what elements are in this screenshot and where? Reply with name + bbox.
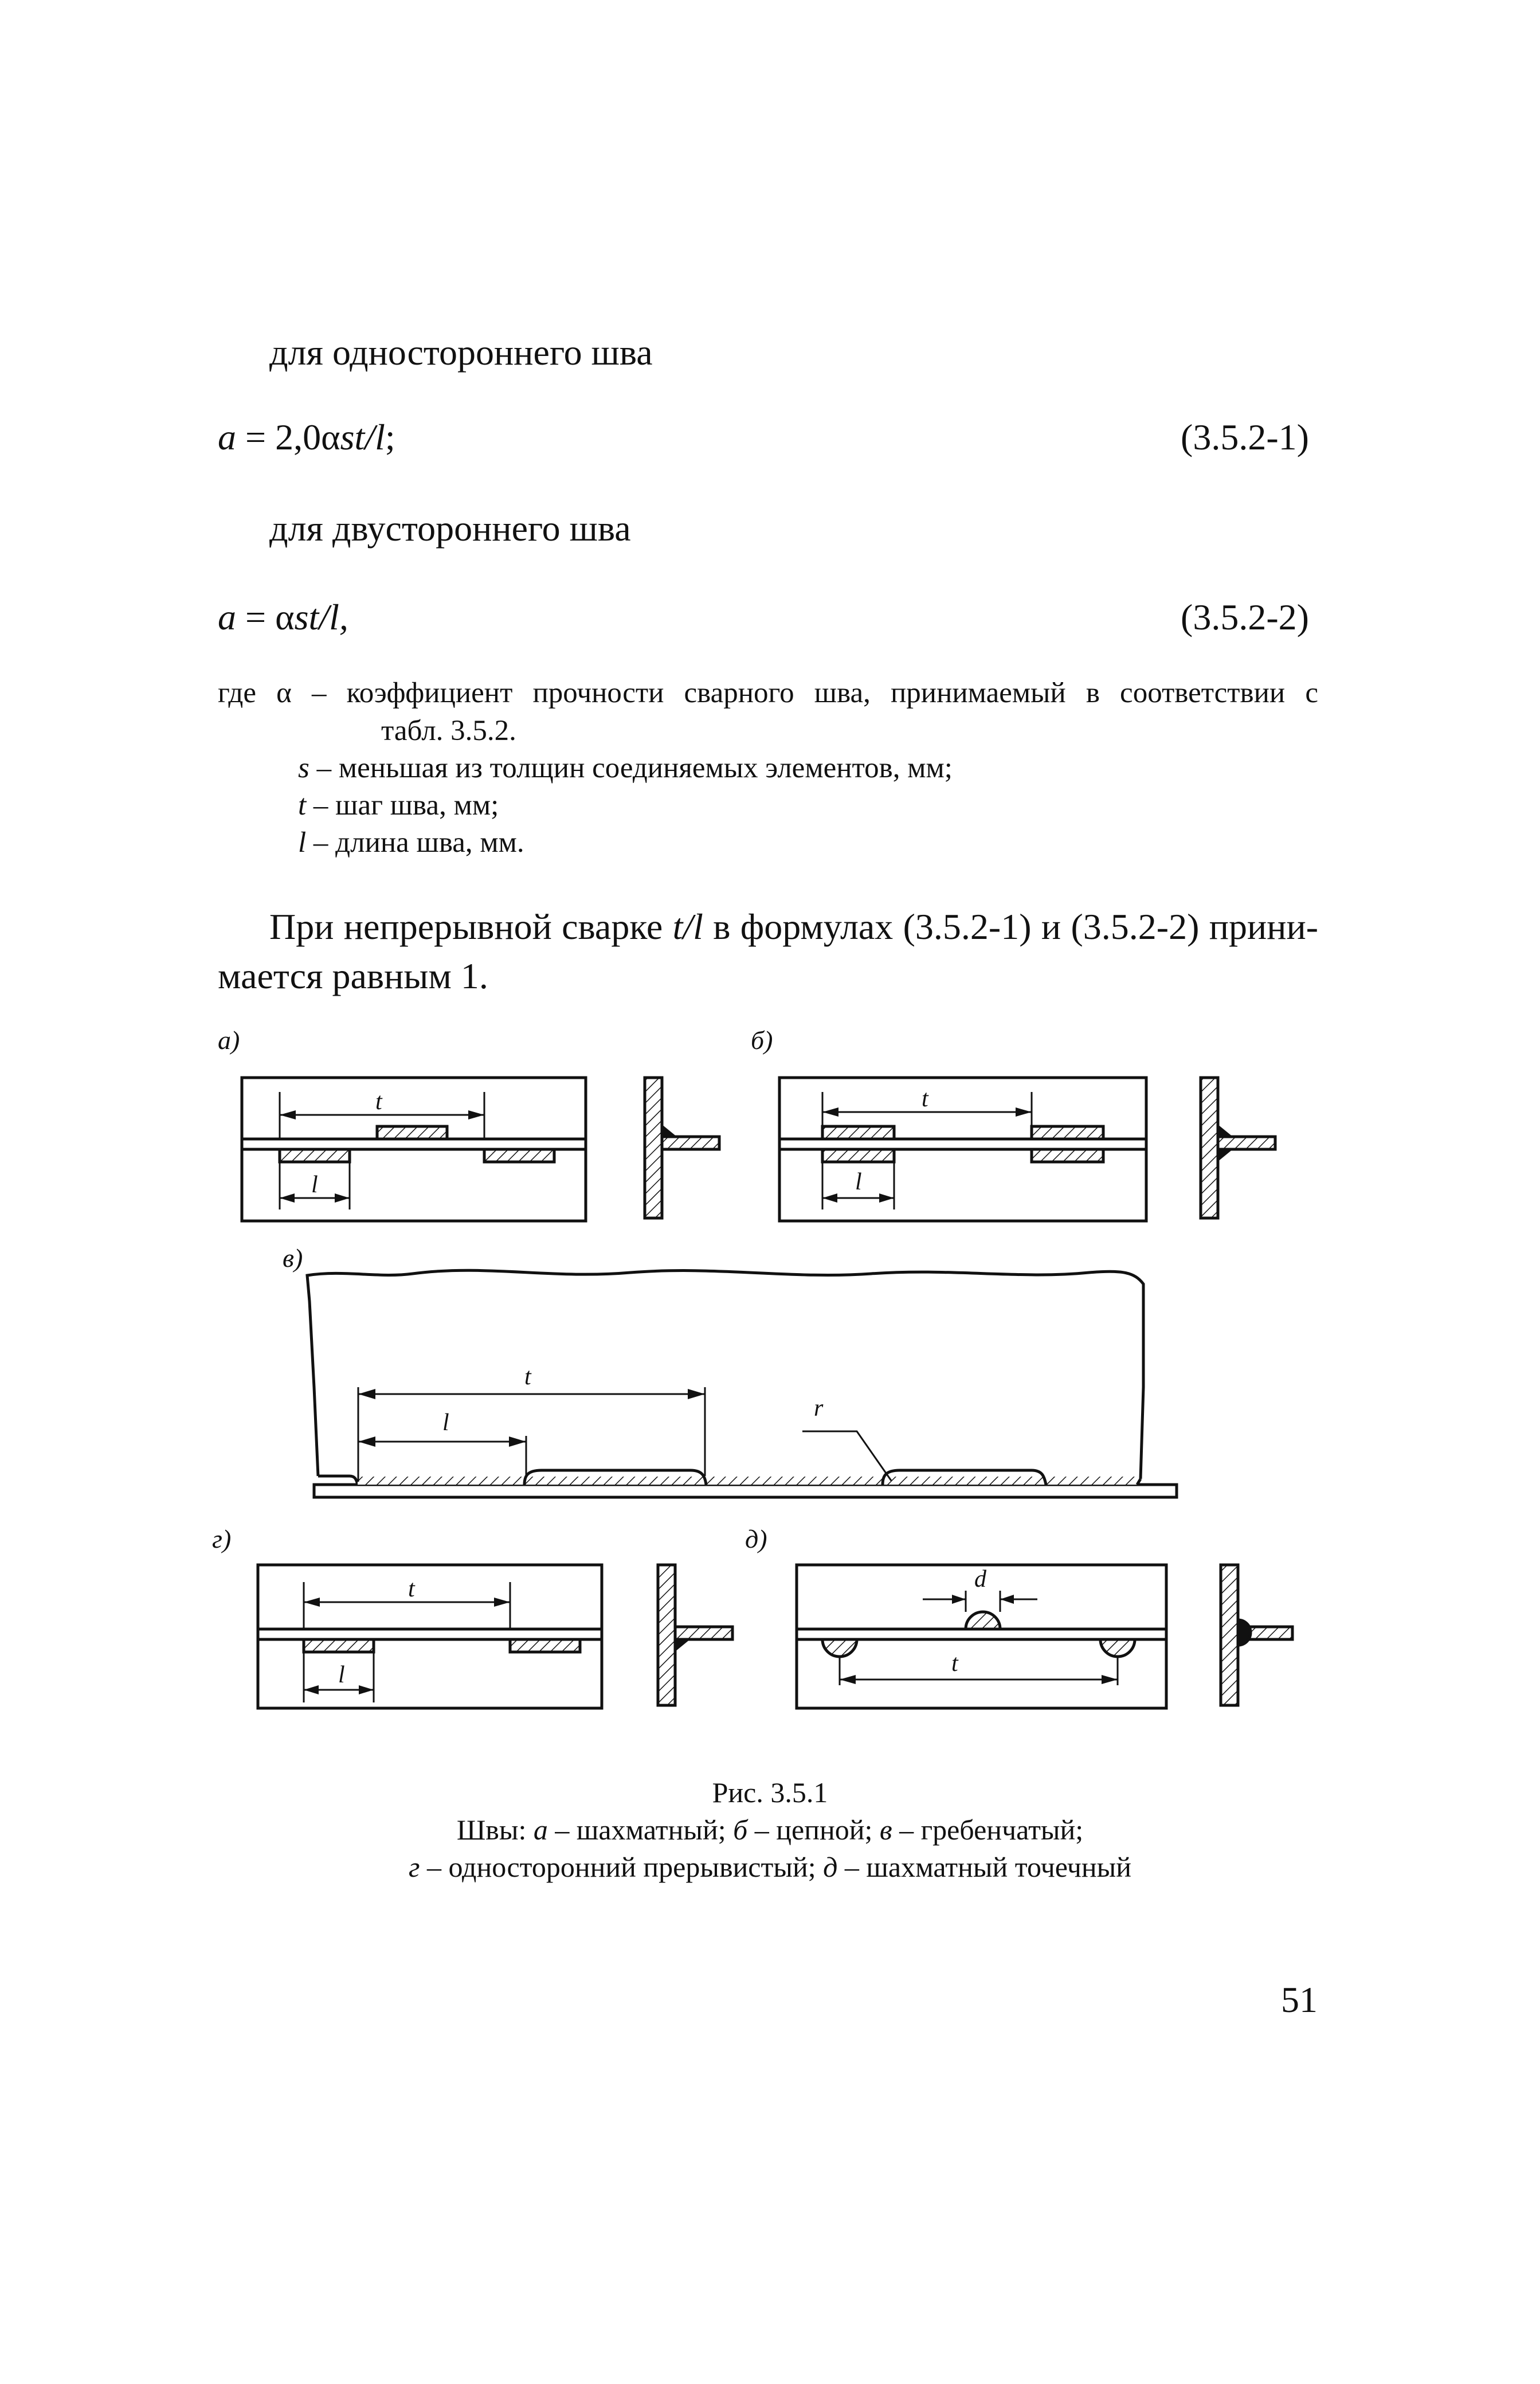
v-base-plate xyxy=(314,1485,1177,1497)
g-weld-2 xyxy=(510,1639,580,1652)
b-section-weld-bottom xyxy=(1218,1149,1231,1160)
g-section-weld xyxy=(675,1639,688,1650)
b-weld-bottom-1 xyxy=(822,1149,894,1162)
b-weld-bottom-2 xyxy=(1032,1149,1103,1162)
where-l: l – длина шва, мм. xyxy=(298,827,524,859)
a-weld-top xyxy=(377,1126,447,1139)
figure-title: Рис. 3.5.1 xyxy=(712,1776,828,1808)
caption-line-1: Швы: а – шахматный; б – цепной; в – гребенчатый; xyxy=(456,1814,1084,1846)
where-line-1b: табл. 3.5.2. xyxy=(381,715,516,747)
a-section-weld xyxy=(662,1126,675,1137)
where-s: s – меньшая из толщин соединяемых элементов, мм; xyxy=(298,752,953,784)
b-section-flange xyxy=(1218,1137,1275,1149)
v-weld-hatch xyxy=(358,1477,1137,1485)
equation-2-number: (3.5.2-2) xyxy=(1181,597,1309,637)
v-plate-outline xyxy=(307,1270,1143,1479)
g-dim-l: l xyxy=(338,1662,345,1688)
caption-line-2: г – односторонний прерывистый; д – шахматный точечный xyxy=(408,1851,1132,1883)
a-dim-t: t xyxy=(375,1089,382,1115)
a-weld-bottom-2 xyxy=(484,1149,554,1162)
b-section-wall xyxy=(1201,1078,1218,1218)
g-section-flange xyxy=(675,1627,732,1639)
two-sided-label: для двустороннего шва xyxy=(269,508,631,549)
a-section-wall xyxy=(645,1078,662,1218)
where-line-1: где α – коэффициент прочности сварного шва, принимаемый в соответствии с xyxy=(218,677,1318,709)
g-dim-t: t xyxy=(408,1576,415,1602)
equation-1-number: (3.5.2-1) xyxy=(1181,417,1309,457)
equation-2: a = αst/l, xyxy=(218,597,348,637)
d-dim-t: t xyxy=(951,1650,958,1677)
label-v: в) xyxy=(283,1243,303,1273)
where-t: t – шаг шва, мм; xyxy=(298,789,499,821)
d-spot-bottom-2 xyxy=(1100,1639,1135,1657)
continuous-welding-line-2: мается равным 1. xyxy=(218,956,488,996)
equation-1: a = 2,0αst/l; xyxy=(218,417,395,457)
label-a: а) xyxy=(218,1025,240,1055)
a-weld-bottom-1 xyxy=(280,1149,350,1162)
d-spot-top xyxy=(966,1612,1000,1629)
a-dim-l: l xyxy=(311,1172,318,1198)
b-dim-t: t xyxy=(922,1086,928,1112)
v-dim-r: r xyxy=(814,1395,824,1422)
page-number: 51 xyxy=(1281,1979,1318,2020)
continuous-welding-line-1: При непрерывной сварке t/l в формулах (3.5.2-1) и (3.5.2-2) прини- xyxy=(269,906,1319,947)
v-dim-l: l xyxy=(442,1410,449,1436)
b-weld-top-2 xyxy=(1032,1126,1103,1139)
one-sided-label: для одностороннего шва xyxy=(269,332,653,373)
b-section-weld-top xyxy=(1218,1126,1231,1137)
d-dim-d: d xyxy=(974,1566,986,1592)
v-dim-t: t xyxy=(524,1364,531,1390)
d-section-wall xyxy=(1221,1565,1238,1705)
a-section-flange xyxy=(662,1137,719,1149)
b-dim-l: l xyxy=(855,1169,862,1195)
label-g: г) xyxy=(212,1524,232,1553)
d-section-spot xyxy=(1238,1620,1251,1645)
b-weld-top-1 xyxy=(822,1126,894,1139)
label-b: б) xyxy=(751,1025,773,1055)
label-d: д) xyxy=(745,1524,767,1553)
d-spot-bottom-1 xyxy=(822,1639,857,1657)
g-plate xyxy=(258,1565,602,1708)
g-weld-1 xyxy=(304,1639,374,1652)
g-section-wall xyxy=(658,1565,675,1705)
